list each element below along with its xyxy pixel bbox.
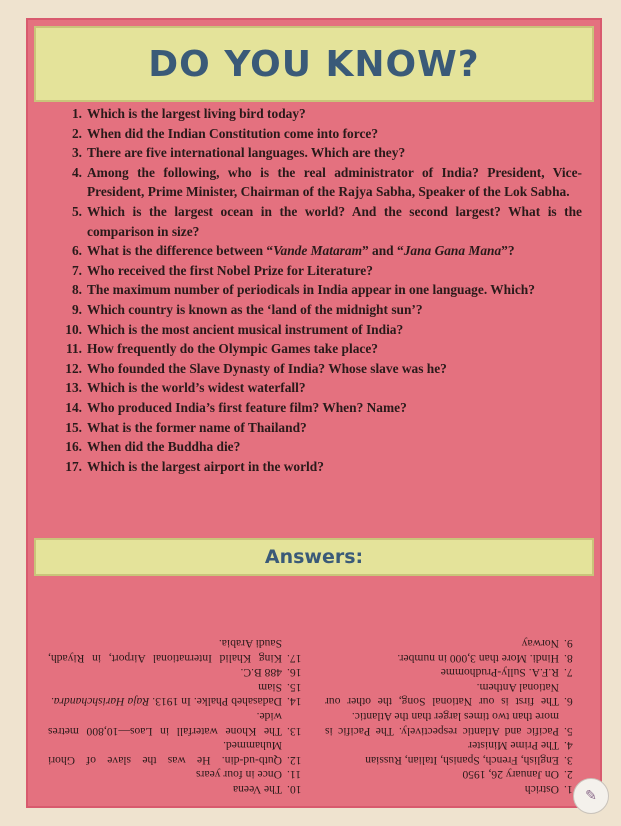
list-item: [52, 104, 582, 124]
answer-number: 17.: [287, 651, 302, 665]
answer-number: 11.: [287, 768, 302, 782]
answer-text: Pacific and Atlantic respectively. The Pacific is more than two times larger than the Atlantic.: [325, 710, 559, 738]
question-number: 6.: [71, 243, 82, 259]
list-item: [52, 124, 582, 144]
answer-text: Siam: [258, 680, 282, 694]
answer-text: The Veena: [232, 783, 282, 796]
song-title: Vande Mataram: [273, 243, 362, 259]
list-item: [52, 261, 582, 281]
answers-upside-down: [48, 586, 588, 796]
answer-item: [48, 767, 311, 782]
answer-item: [325, 781, 588, 796]
answer-number: 1.: [564, 783, 573, 796]
answer-item: [325, 635, 588, 650]
question-text: Who produced India’s first feature film? When? Name?: [87, 399, 407, 415]
question-number: 12.: [65, 360, 82, 376]
question-number: 8.: [71, 282, 82, 298]
question-text: Which is the largest airport in the world?: [87, 458, 324, 474]
question-text-part: ” and “: [362, 243, 404, 259]
answers-column-left: [325, 586, 588, 796]
film-title: Raja Harishchandra.: [50, 695, 150, 709]
answer-text: Hindi. More than 3,000 in number.: [397, 651, 559, 665]
question-text: Which is the largest living bird today?: [87, 106, 306, 121]
answer-number: 16.: [287, 666, 302, 680]
answer-item: [48, 694, 311, 709]
list-item: [52, 202, 582, 241]
question-number: 7.: [71, 262, 82, 278]
question-number: 15.: [65, 419, 82, 435]
answer-text: Qutb-ud-din. He was the slave of Ghori Muhammed.: [48, 739, 282, 767]
question-number: 9.: [71, 301, 82, 317]
answer-text: Once in four years: [196, 768, 282, 782]
answer-text: The Prime Minister: [468, 739, 559, 753]
question-number: 16.: [65, 439, 82, 455]
question-text-part: ”?: [501, 243, 515, 259]
answer-item: [325, 708, 588, 737]
answer-item: [325, 650, 588, 665]
question-number: 1.: [71, 106, 82, 121]
list-item: [52, 457, 582, 477]
answer-item: [325, 767, 588, 782]
list-item: [52, 378, 582, 398]
question-text: What is the former name of Thailand?: [87, 419, 307, 435]
question-number: 11.: [66, 341, 82, 357]
question-text: Which country is known as the ‘land of the midnight sun’?: [87, 301, 423, 317]
answer-text-part: Dadasaheb Phalke. In 1913.: [149, 695, 282, 709]
answer-item: [48, 708, 311, 737]
answer-text: Ostrich: [524, 783, 559, 796]
list-item: [52, 418, 582, 438]
anthem-title: Jana Gana Mana: [403, 243, 502, 259]
answer-number: 13.: [287, 724, 302, 738]
list-item: [52, 398, 582, 418]
answer-text: R.F.A. Sully-Prudhomme: [440, 666, 559, 680]
answer-item: [325, 679, 588, 708]
question-text: Who received the first Nobel Prize for Literature?: [87, 262, 373, 278]
answer-number: 9.: [564, 637, 573, 651]
question-number: 10.: [65, 321, 82, 337]
list-item: [52, 320, 582, 340]
list-item: [52, 437, 582, 457]
question-number: 5.: [71, 203, 82, 219]
question-text: Which is the most ancient musical instrument of India?: [87, 321, 404, 337]
answer-number: 10.: [287, 783, 302, 796]
answer-number: 4.: [564, 739, 573, 753]
answer-text: On January 26, 1950: [462, 768, 559, 782]
question-text-part: What is the difference between “: [87, 243, 274, 259]
question-number: 2.: [71, 125, 82, 141]
list-item: [52, 280, 582, 300]
answer-number: 14.: [287, 695, 302, 709]
answer-item: [325, 738, 588, 753]
question-number: 13.: [65, 380, 82, 396]
question-number: 4.: [71, 164, 82, 180]
question-text: There are five international languages. Which are they?: [87, 145, 406, 161]
page-title: DO YOU KNOW?: [148, 43, 480, 85]
quiz-page: [26, 18, 602, 808]
question-number: 17.: [65, 458, 82, 474]
answer-item: [325, 752, 588, 767]
question-text: The maximum number of periodicals in India appear in one language. Which?: [87, 282, 535, 298]
list-item: [52, 300, 582, 320]
answer-text: 488 B.C.: [240, 666, 282, 680]
answer-number: 6.: [564, 695, 573, 709]
answer-text: [48, 694, 282, 709]
question-text: Which is the world’s widest waterfall?: [87, 380, 306, 396]
question-text: How frequently do the Olympic Games take place?: [87, 341, 378, 357]
list-item: [52, 241, 582, 261]
answer-item: [48, 679, 311, 694]
answers-heading: Answers:: [264, 546, 364, 568]
question-list: [52, 104, 582, 476]
answer-text: King Khalid International Airport, in Riyadh, Saudi Arabia.: [48, 637, 282, 665]
question-text: Among the following, who is the real administrator of India? President, Vice-President, Prime Minister, Chairman of the Rajya Sabha, Speaker of the Lok Sabha.: [87, 164, 582, 200]
answer-number: 15.: [287, 680, 302, 694]
question-text: When did the Buddha die?: [87, 439, 241, 455]
answer-text: English, French, Spanish, Italian, Russian: [365, 753, 559, 767]
question-number: 3.: [71, 145, 82, 161]
answer-number: 7.: [564, 666, 573, 680]
question-number: 14.: [65, 399, 82, 415]
question-text: [87, 241, 582, 261]
answer-number: 2.: [564, 768, 573, 782]
title-band: [34, 26, 594, 102]
question-text: Which is the largest ocean in the world? And the second largest? What is the comparison in size?: [87, 203, 582, 239]
answers-band: [34, 538, 594, 576]
answer-text: The Khone waterfall in Laos—10,800 metres wide.: [48, 710, 282, 738]
answer-item: [48, 665, 311, 680]
list-item: [52, 143, 582, 163]
answer-text: The first is our National Song, the other our National Anthem.: [325, 680, 559, 709]
answer-item: [48, 635, 311, 664]
answer-item: [48, 781, 311, 796]
answer-item: [325, 665, 588, 680]
answers-column-right: [48, 586, 311, 796]
watermark-stamp-icon: ✎: [573, 778, 609, 814]
answer-number: 3.: [564, 753, 573, 767]
answer-text: Norway: [521, 637, 559, 651]
list-item: [52, 163, 582, 202]
question-text: When did the Indian Constitution come into force?: [87, 125, 379, 141]
answer-item: [48, 738, 311, 767]
answer-number: 8.: [564, 651, 573, 665]
question-text: Who founded the Slave Dynasty of India? Whose slave was he?: [87, 360, 447, 376]
list-item: [52, 339, 582, 359]
list-item: [52, 359, 582, 379]
answer-number: 5.: [564, 724, 573, 738]
answer-number: 12.: [287, 753, 302, 767]
